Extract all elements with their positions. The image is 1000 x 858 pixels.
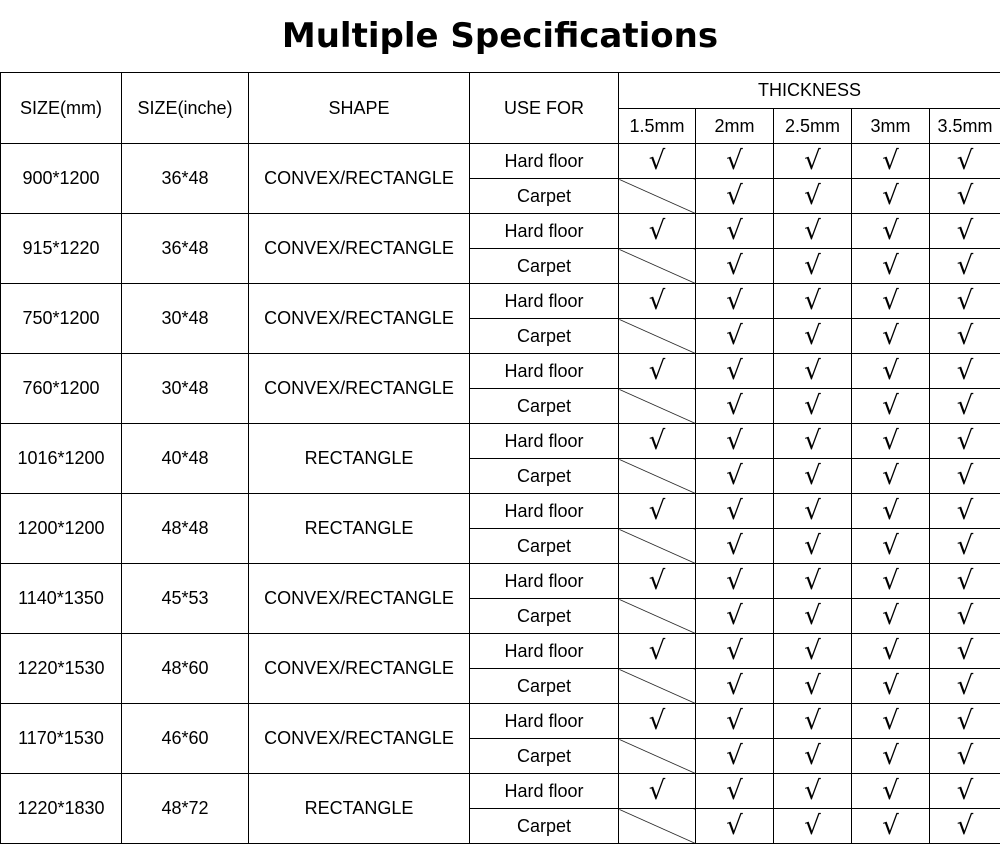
check-mark-icon: √ bbox=[804, 216, 821, 246]
cell-available bbox=[619, 634, 696, 669]
cell-size-inch: 45*53 bbox=[122, 564, 249, 634]
check-mark-icon: √ bbox=[956, 146, 974, 176]
cell-use-for: Hard floor bbox=[470, 704, 619, 739]
header-use-for: USE FOR bbox=[470, 73, 619, 144]
cell-not-available bbox=[619, 319, 696, 354]
cell-available bbox=[774, 739, 852, 774]
check-mark-icon: √ bbox=[804, 566, 821, 596]
cell-shape: CONVEX/RECTANGLE bbox=[249, 704, 470, 774]
cell-use-for: Hard floor bbox=[470, 424, 619, 459]
cell-shape: CONVEX/RECTANGLE bbox=[249, 284, 470, 354]
cell-available bbox=[852, 634, 930, 669]
cell-available bbox=[852, 564, 930, 599]
cell-available bbox=[930, 599, 1000, 634]
header-thickness: THICKNESS bbox=[619, 73, 1000, 109]
check-mark-icon: √ bbox=[726, 251, 743, 281]
check-mark-icon: √ bbox=[804, 251, 821, 281]
check-mark-icon: √ bbox=[648, 496, 666, 526]
table-row bbox=[1, 214, 1000, 249]
cell-available bbox=[852, 354, 930, 389]
cell-available bbox=[852, 494, 930, 529]
cell-shape: CONVEX/RECTANGLE bbox=[249, 214, 470, 284]
check-mark-icon: √ bbox=[726, 391, 743, 421]
check-mark-icon: √ bbox=[648, 426, 666, 456]
cell-available bbox=[930, 704, 1000, 739]
check-mark-icon: √ bbox=[882, 811, 899, 841]
cell-available bbox=[852, 459, 930, 494]
check-mark-icon: √ bbox=[882, 321, 899, 351]
cell-available bbox=[930, 214, 1000, 249]
cell-use-for: Hard floor bbox=[470, 354, 619, 389]
check-mark-icon: √ bbox=[956, 181, 974, 211]
cell-available bbox=[852, 704, 930, 739]
check-mark-icon: √ bbox=[956, 461, 974, 491]
check-mark-icon: √ bbox=[648, 286, 666, 316]
cell-shape: CONVEX/RECTANGLE bbox=[249, 354, 470, 424]
page-title: Multiple Specifications bbox=[281, 16, 719, 56]
cell-available bbox=[774, 179, 852, 214]
header-thickness-3mm: 3mm bbox=[852, 109, 930, 144]
cell-not-available bbox=[619, 389, 696, 424]
cell-available bbox=[696, 144, 774, 179]
cell-available bbox=[696, 809, 774, 844]
check-mark-icon: √ bbox=[726, 811, 743, 841]
cell-available bbox=[930, 319, 1000, 354]
cell-size-inch: 36*48 bbox=[122, 214, 249, 284]
cell-available bbox=[852, 669, 930, 704]
cell-available bbox=[696, 739, 774, 774]
check-mark-icon: √ bbox=[956, 286, 974, 316]
cell-available bbox=[696, 564, 774, 599]
check-mark-icon: √ bbox=[804, 706, 821, 736]
check-mark-icon: √ bbox=[726, 216, 743, 246]
check-mark-icon: √ bbox=[956, 636, 974, 666]
cell-available bbox=[774, 494, 852, 529]
check-mark-icon: √ bbox=[726, 636, 743, 666]
cell-not-available bbox=[619, 459, 696, 494]
header-thickness-1-5mm: 1.5mm bbox=[619, 109, 696, 144]
cell-available bbox=[852, 809, 930, 844]
check-mark-icon: √ bbox=[882, 706, 899, 736]
cell-available bbox=[930, 389, 1000, 424]
cell-not-available bbox=[619, 249, 696, 284]
check-mark-icon: √ bbox=[726, 181, 743, 211]
check-mark-icon: √ bbox=[804, 461, 821, 491]
cell-available bbox=[774, 214, 852, 249]
check-mark-icon: √ bbox=[726, 496, 743, 526]
cell-use-for: Hard floor bbox=[470, 494, 619, 529]
cell-use-for: Carpet bbox=[470, 459, 619, 494]
table-row bbox=[1, 354, 1000, 389]
cell-available bbox=[930, 634, 1000, 669]
cell-available bbox=[930, 739, 1000, 774]
check-mark-icon: √ bbox=[804, 321, 821, 351]
check-mark-icon: √ bbox=[882, 251, 899, 281]
check-mark-icon: √ bbox=[804, 496, 821, 526]
check-mark-icon: √ bbox=[804, 811, 821, 841]
check-mark-icon: √ bbox=[956, 671, 974, 701]
cell-available bbox=[852, 179, 930, 214]
cell-available bbox=[696, 634, 774, 669]
cell-available bbox=[696, 179, 774, 214]
check-mark-icon: √ bbox=[726, 286, 743, 316]
cell-available bbox=[619, 284, 696, 319]
cell-available bbox=[696, 494, 774, 529]
check-mark-icon: √ bbox=[882, 671, 899, 701]
cell-available bbox=[852, 144, 930, 179]
cell-available bbox=[696, 214, 774, 249]
cell-available bbox=[696, 319, 774, 354]
check-mark-icon: √ bbox=[804, 531, 821, 561]
cell-available bbox=[852, 599, 930, 634]
cell-available bbox=[852, 214, 930, 249]
cell-available bbox=[696, 529, 774, 564]
cell-size-mm: 900*1200 bbox=[1, 144, 122, 214]
cell-not-available bbox=[619, 739, 696, 774]
cell-available bbox=[930, 564, 1000, 599]
table-row bbox=[1, 634, 1000, 669]
cell-shape: RECTANGLE bbox=[249, 494, 470, 564]
check-mark-icon: √ bbox=[956, 216, 974, 246]
table-row bbox=[1, 494, 1000, 529]
table-row bbox=[1, 284, 1000, 319]
header-thickness-2-5mm: 2.5mm bbox=[774, 109, 852, 144]
check-mark-icon: √ bbox=[956, 776, 974, 806]
check-mark-icon: √ bbox=[726, 706, 743, 736]
check-mark-icon: √ bbox=[882, 216, 899, 246]
cell-use-for: Carpet bbox=[470, 249, 619, 284]
check-mark-icon: √ bbox=[648, 636, 666, 666]
cell-not-available bbox=[619, 529, 696, 564]
cell-size-inch: 30*48 bbox=[122, 354, 249, 424]
check-mark-icon: √ bbox=[956, 566, 974, 596]
cell-available bbox=[619, 564, 696, 599]
cell-available bbox=[774, 459, 852, 494]
check-mark-icon: √ bbox=[804, 356, 821, 386]
cell-use-for: Carpet bbox=[470, 179, 619, 214]
cell-available bbox=[930, 144, 1000, 179]
cell-use-for: Carpet bbox=[470, 809, 619, 844]
check-mark-icon: √ bbox=[648, 566, 666, 596]
cell-available bbox=[774, 669, 852, 704]
cell-available bbox=[774, 389, 852, 424]
check-mark-icon: √ bbox=[648, 146, 666, 176]
cell-shape: CONVEX/RECTANGLE bbox=[249, 564, 470, 634]
cell-available bbox=[930, 809, 1000, 844]
cell-not-available bbox=[619, 599, 696, 634]
check-mark-icon: √ bbox=[956, 531, 974, 561]
cell-available bbox=[774, 704, 852, 739]
cell-size-mm: 915*1220 bbox=[1, 214, 122, 284]
cell-not-available bbox=[619, 809, 696, 844]
cell-available bbox=[696, 284, 774, 319]
cell-not-available bbox=[619, 179, 696, 214]
cell-use-for: Hard floor bbox=[470, 564, 619, 599]
check-mark-icon: √ bbox=[726, 741, 743, 771]
check-mark-icon: √ bbox=[882, 426, 899, 456]
check-mark-icon: √ bbox=[804, 146, 821, 176]
check-mark-icon: √ bbox=[956, 321, 974, 351]
header-size-mm: SIZE(mm) bbox=[1, 73, 122, 144]
cell-size-mm: 1220*1530 bbox=[1, 634, 122, 704]
cell-size-mm: 1016*1200 bbox=[1, 424, 122, 494]
check-mark-icon: √ bbox=[882, 601, 899, 631]
cell-use-for: Carpet bbox=[470, 319, 619, 354]
cell-size-mm: 1170*1530 bbox=[1, 704, 122, 774]
check-mark-icon: √ bbox=[726, 776, 743, 806]
cell-use-for: Hard floor bbox=[470, 214, 619, 249]
check-mark-icon: √ bbox=[882, 776, 899, 806]
cell-available bbox=[852, 319, 930, 354]
cell-size-inch: 48*72 bbox=[122, 774, 249, 844]
specifications-table bbox=[0, 72, 1000, 844]
cell-use-for: Hard floor bbox=[470, 144, 619, 179]
check-mark-icon: √ bbox=[882, 566, 899, 596]
cell-size-mm: 1220*1830 bbox=[1, 774, 122, 844]
cell-use-for: Carpet bbox=[470, 669, 619, 704]
cell-use-for: Hard floor bbox=[470, 284, 619, 319]
check-mark-icon: √ bbox=[882, 496, 899, 526]
cell-size-mm: 1140*1350 bbox=[1, 564, 122, 634]
cell-size-inch: 40*48 bbox=[122, 424, 249, 494]
check-mark-icon: √ bbox=[804, 741, 821, 771]
cell-available bbox=[774, 319, 852, 354]
cell-available bbox=[930, 774, 1000, 809]
cell-available bbox=[930, 494, 1000, 529]
cell-available bbox=[930, 529, 1000, 564]
check-mark-icon: √ bbox=[882, 391, 899, 421]
cell-size-inch: 30*48 bbox=[122, 284, 249, 354]
header-thickness-2mm: 2mm bbox=[696, 109, 774, 144]
check-mark-icon: √ bbox=[648, 356, 666, 386]
cell-available bbox=[852, 389, 930, 424]
cell-size-mm: 750*1200 bbox=[1, 284, 122, 354]
check-mark-icon: √ bbox=[804, 286, 821, 316]
table-row bbox=[1, 774, 1000, 809]
cell-size-inch: 48*60 bbox=[122, 634, 249, 704]
cell-available bbox=[852, 249, 930, 284]
cell-available bbox=[696, 774, 774, 809]
cell-size-mm: 1200*1200 bbox=[1, 494, 122, 564]
table-row bbox=[1, 704, 1000, 739]
cell-use-for: Carpet bbox=[470, 529, 619, 564]
table-row bbox=[1, 424, 1000, 459]
check-mark-icon: √ bbox=[956, 426, 974, 456]
cell-available bbox=[696, 389, 774, 424]
header-shape: SHAPE bbox=[249, 73, 470, 144]
cell-available bbox=[774, 424, 852, 459]
cell-available bbox=[930, 459, 1000, 494]
cell-available bbox=[619, 424, 696, 459]
cell-available bbox=[852, 424, 930, 459]
check-mark-icon: √ bbox=[726, 566, 743, 596]
cell-available bbox=[774, 809, 852, 844]
cell-available bbox=[696, 424, 774, 459]
header-row bbox=[1, 73, 1000, 109]
cell-available bbox=[696, 249, 774, 284]
check-mark-icon: √ bbox=[804, 391, 821, 421]
cell-use-for: Carpet bbox=[470, 389, 619, 424]
cell-available bbox=[619, 144, 696, 179]
cell-use-for: Carpet bbox=[470, 599, 619, 634]
header-size-inch: SIZE(inche) bbox=[122, 73, 249, 144]
cell-available bbox=[774, 774, 852, 809]
cell-available bbox=[696, 459, 774, 494]
cell-shape: RECTANGLE bbox=[249, 424, 470, 494]
check-mark-icon: √ bbox=[956, 601, 974, 631]
check-mark-icon: √ bbox=[804, 426, 821, 456]
cell-available bbox=[774, 249, 852, 284]
check-mark-icon: √ bbox=[956, 706, 974, 736]
check-mark-icon: √ bbox=[882, 531, 899, 561]
check-mark-icon: √ bbox=[882, 636, 899, 666]
check-mark-icon: √ bbox=[726, 321, 743, 351]
cell-available bbox=[696, 599, 774, 634]
cell-shape: CONVEX/RECTANGLE bbox=[249, 144, 470, 214]
check-mark-icon: √ bbox=[882, 356, 899, 386]
check-mark-icon: √ bbox=[804, 776, 821, 806]
check-mark-icon: √ bbox=[726, 531, 743, 561]
cell-available bbox=[774, 354, 852, 389]
cell-available bbox=[852, 774, 930, 809]
check-mark-icon: √ bbox=[804, 601, 821, 631]
cell-available bbox=[852, 739, 930, 774]
cell-not-available bbox=[619, 669, 696, 704]
cell-available bbox=[774, 564, 852, 599]
check-mark-icon: √ bbox=[956, 811, 974, 841]
check-mark-icon: √ bbox=[956, 496, 974, 526]
table-row bbox=[1, 144, 1000, 179]
cell-available bbox=[852, 284, 930, 319]
cell-available bbox=[930, 669, 1000, 704]
cell-size-inch: 36*48 bbox=[122, 144, 249, 214]
check-mark-icon: √ bbox=[882, 146, 899, 176]
check-mark-icon: √ bbox=[882, 461, 899, 491]
cell-use-for: Hard floor bbox=[470, 774, 619, 809]
cell-available bbox=[619, 774, 696, 809]
check-mark-icon: √ bbox=[956, 356, 974, 386]
cell-available bbox=[696, 354, 774, 389]
cell-available bbox=[696, 669, 774, 704]
cell-available bbox=[619, 494, 696, 529]
cell-use-for: Carpet bbox=[470, 739, 619, 774]
cell-available bbox=[930, 284, 1000, 319]
check-mark-icon: √ bbox=[804, 636, 821, 666]
check-mark-icon: √ bbox=[956, 391, 974, 421]
cell-available bbox=[774, 284, 852, 319]
check-mark-icon: √ bbox=[882, 286, 899, 316]
cell-available bbox=[930, 249, 1000, 284]
cell-available bbox=[774, 529, 852, 564]
cell-shape: CONVEX/RECTANGLE bbox=[249, 634, 470, 704]
cell-available bbox=[774, 144, 852, 179]
cell-available bbox=[696, 704, 774, 739]
table-row bbox=[1, 564, 1000, 599]
cell-shape: RECTANGLE bbox=[249, 774, 470, 844]
check-mark-icon: √ bbox=[726, 356, 743, 386]
check-mark-icon: √ bbox=[648, 776, 666, 806]
header-thickness-3-5mm: 3.5mm bbox=[930, 109, 1000, 144]
cell-size-inch: 46*60 bbox=[122, 704, 249, 774]
cell-size-inch: 48*48 bbox=[122, 494, 249, 564]
cell-available bbox=[619, 354, 696, 389]
check-mark-icon: √ bbox=[726, 146, 743, 176]
check-mark-icon: √ bbox=[804, 181, 821, 211]
check-mark-icon: √ bbox=[648, 706, 666, 736]
cell-size-mm: 760*1200 bbox=[1, 354, 122, 424]
check-mark-icon: √ bbox=[882, 181, 899, 211]
check-mark-icon: √ bbox=[726, 426, 743, 456]
check-mark-icon: √ bbox=[956, 251, 974, 281]
check-mark-icon: √ bbox=[804, 671, 821, 701]
cell-available bbox=[930, 354, 1000, 389]
cell-available bbox=[774, 599, 852, 634]
check-mark-icon: √ bbox=[956, 741, 974, 771]
cell-use-for: Hard floor bbox=[470, 634, 619, 669]
check-mark-icon: √ bbox=[882, 741, 899, 771]
cell-available bbox=[930, 179, 1000, 214]
cell-available bbox=[930, 424, 1000, 459]
cell-available bbox=[619, 214, 696, 249]
cell-available bbox=[774, 634, 852, 669]
table-body bbox=[1, 144, 1000, 844]
check-mark-icon: √ bbox=[726, 601, 743, 631]
cell-available bbox=[619, 704, 696, 739]
check-mark-icon: √ bbox=[726, 671, 743, 701]
cell-available bbox=[852, 529, 930, 564]
check-mark-icon: √ bbox=[726, 461, 743, 491]
check-mark-icon: √ bbox=[648, 216, 666, 246]
